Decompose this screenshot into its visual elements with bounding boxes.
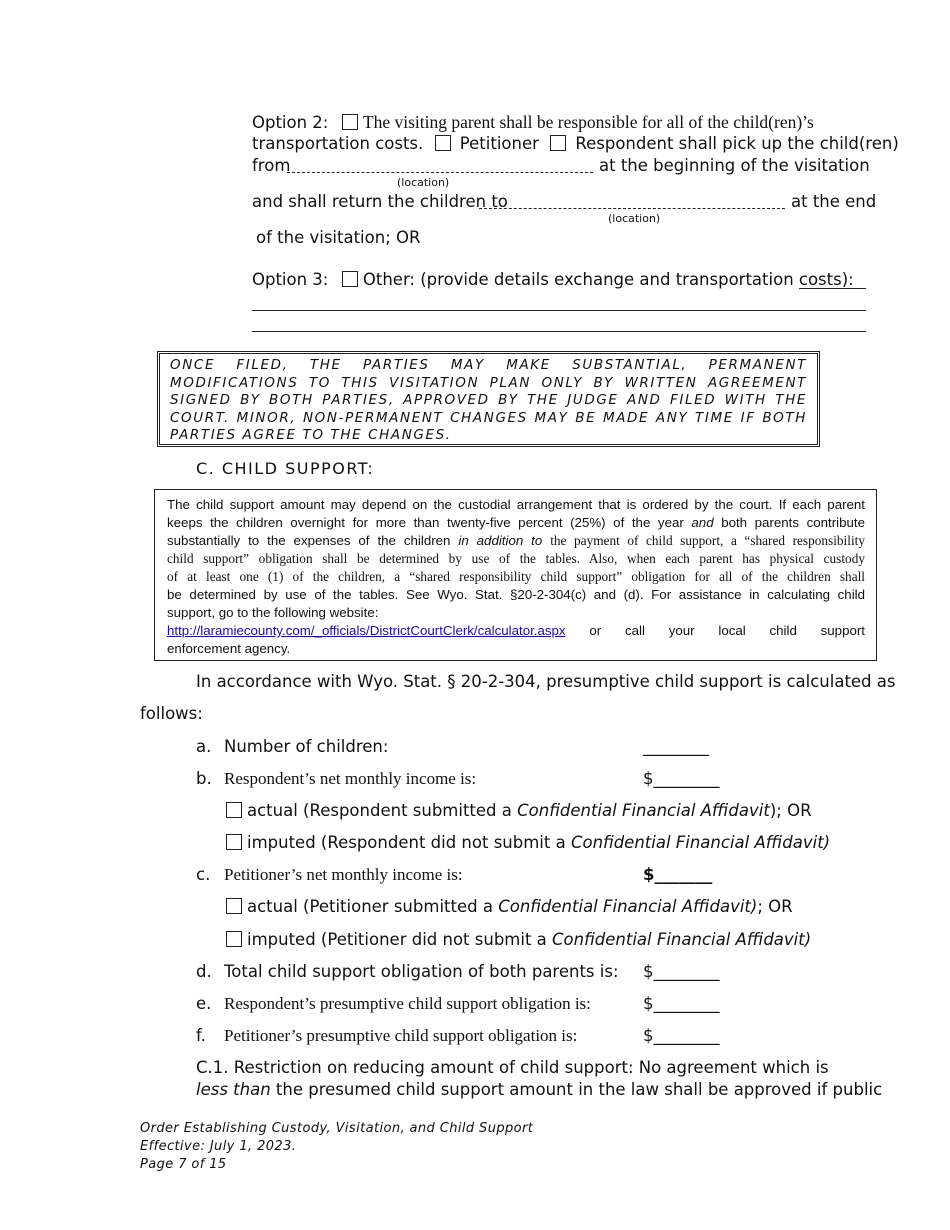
item-d-letter: d. <box>196 962 212 981</box>
item-c-letter: c. <box>196 865 211 884</box>
item-b-text: Respondent’s net monthly income is: <box>224 769 477 788</box>
intro-line-1: In accordance with Wyo. Stat. § 20-2-304, presumptive child support is calculated as <box>196 672 896 691</box>
return-after-text: at the end <box>791 192 877 211</box>
option2-line1 <box>252 112 866 133</box>
item-e-letter: e. <box>196 994 212 1013</box>
item-c-actual: actual (Petitioner submitted a Confidential Financial Affidavit); OR <box>226 897 793 917</box>
info-line: support, go to the following website: <box>167 605 379 620</box>
item-b-imputed: imputed (Respondent did not submit a Confidential Financial Affidavit) <box>226 833 830 853</box>
item-b-value[interactable]: $________ <box>643 769 720 788</box>
transportation-costs-text: transportation costs. <box>252 134 424 153</box>
option2-checkbox[interactable] <box>342 114 358 130</box>
option2-label: Option 2: <box>252 113 329 132</box>
item-b-actual: actual (Respondent submitted a Confidential Financial Affidavit); OR <box>226 801 812 821</box>
petitioner-label: Petitioner <box>459 134 539 153</box>
item-b-letter: b. <box>196 769 212 788</box>
item-c-imputed: imputed (Petitioner did not submit a Confidential Financial Affidavit) <box>226 930 811 950</box>
info-line: child support” obligation shall be determined by use of the tables. Also, when each parent has physical custody <box>167 551 865 566</box>
option3-label: Option 3: <box>252 270 329 289</box>
item-a-text: Number of children: <box>224 737 389 756</box>
respondent-checkbox[interactable] <box>550 135 566 151</box>
return-text: and shall return the children to <box>252 192 508 211</box>
petitioner-actual-checkbox[interactable] <box>226 898 242 914</box>
modification-warning-box <box>157 351 820 447</box>
option3-field-2[interactable] <box>252 310 866 311</box>
item-f-text: Petitioner’s presumptive child support obligation is: <box>224 1026 578 1045</box>
option3-text: Other: (provide details exchange and transportation costs): <box>362 270 854 289</box>
info-line: be determined by use of the tables. See Wyo. Stat. §20-2-304(c) and (d). For assistance in calculating child <box>167 587 865 602</box>
respondent-imputed-checkbox[interactable] <box>226 834 242 850</box>
respondent-label: Respondent shall pick up the child(ren) <box>575 134 899 153</box>
item-a-letter: a. <box>196 737 212 756</box>
from-location-caption: (location) <box>397 176 450 189</box>
item-d-value[interactable]: $________ <box>643 962 720 981</box>
item-c-value[interactable]: $_______ <box>643 865 713 884</box>
item-d-text: Total child support obligation of both parents is: <box>224 962 619 981</box>
c1-line-1: C.1. Restriction on reducing amount of child support: No agreement which is <box>196 1058 829 1077</box>
info-line: substantially to the expenses of the children in addition to the payment of child support, a “shared responsibility <box>167 533 865 548</box>
info-line: keeps the children overnight for more than twenty-five percent (25%) of the year and both parents contribute <box>167 515 865 530</box>
info-line: enforcement agency. <box>167 641 291 656</box>
from-after-text: at the beginning of the visitation <box>599 156 870 175</box>
return-location-field[interactable] <box>479 208 785 209</box>
info-line: The child support amount may depend on the custodial arrangement that is ordered by the court. If each parent <box>167 497 865 512</box>
calculator-link[interactable]: http://laramiecounty.com/_officials/DistrictCourtClerk/calculator.aspx <box>167 623 566 638</box>
option3-checkbox[interactable] <box>342 271 358 287</box>
item-e-text: Respondent’s presumptive child support obligation is: <box>224 994 591 1013</box>
footer-effective: Effective: July 1, 2023. <box>140 1139 297 1154</box>
item-f-value[interactable]: $________ <box>643 1026 720 1045</box>
item-c-text: Petitioner’s net monthly income is: <box>224 865 463 884</box>
section-c-title: C. CHILD SUPPORT: <box>196 459 375 478</box>
footer-page: Page 7 of 15 <box>140 1157 227 1172</box>
from-label: from <box>252 156 291 175</box>
end-of-visitation-text: of the visitation; OR <box>256 228 421 247</box>
info-line: http://laramiecounty.com/_officials/DistrictCourtClerk/calculator.aspx or call your local child support <box>167 623 865 638</box>
item-a-value[interactable]: ________ <box>643 737 709 756</box>
modification-warning-text: ONCE FILED, THE PARTIES MAY MAKE SUBSTANTIAL, PERMANENT MODIFICATIONS TO THIS VISITATION PLAN ONLY BY WRITTEN AGREEMENT SIGNED BY BOTH PARTIES, APPROVED BY THE JUDGE AND FILED WITH THE COURT. MINOR, NON-PERMANENT CHANGES MAY BE MADE ANY TIME IF BOTH PARTIES AGREE TO THE CHANGES. <box>170 357 807 444</box>
respondent-actual-checkbox[interactable] <box>226 802 242 818</box>
c1-line-2: less than the presumed child support amount in the law shall be approved if public <box>196 1080 883 1099</box>
petitioner-imputed-checkbox[interactable] <box>226 931 242 947</box>
from-location-field[interactable] <box>287 172 593 173</box>
option2-text: The visiting parent shall be responsible for all of the child(ren)’s <box>362 112 814 132</box>
info-line: of at least one (1) of the children, a “shared responsibility child support” obligation for all of the children shall <box>167 569 865 584</box>
option3-line <box>252 269 854 290</box>
petitioner-checkbox[interactable] <box>435 135 451 151</box>
return-location-caption: (location) <box>608 212 661 225</box>
option3-field-1[interactable] <box>799 288 866 289</box>
child-support-info-box <box>154 489 877 661</box>
intro-line-2: follows: <box>140 704 203 723</box>
option2-line2 <box>252 133 899 154</box>
option3-field-3[interactable] <box>252 331 866 332</box>
item-e-value[interactable]: $________ <box>643 994 720 1013</box>
item-f-letter: f. <box>196 1026 206 1045</box>
footer-title: Order Establishing Custody, Visitation, and Child Support <box>140 1121 534 1136</box>
